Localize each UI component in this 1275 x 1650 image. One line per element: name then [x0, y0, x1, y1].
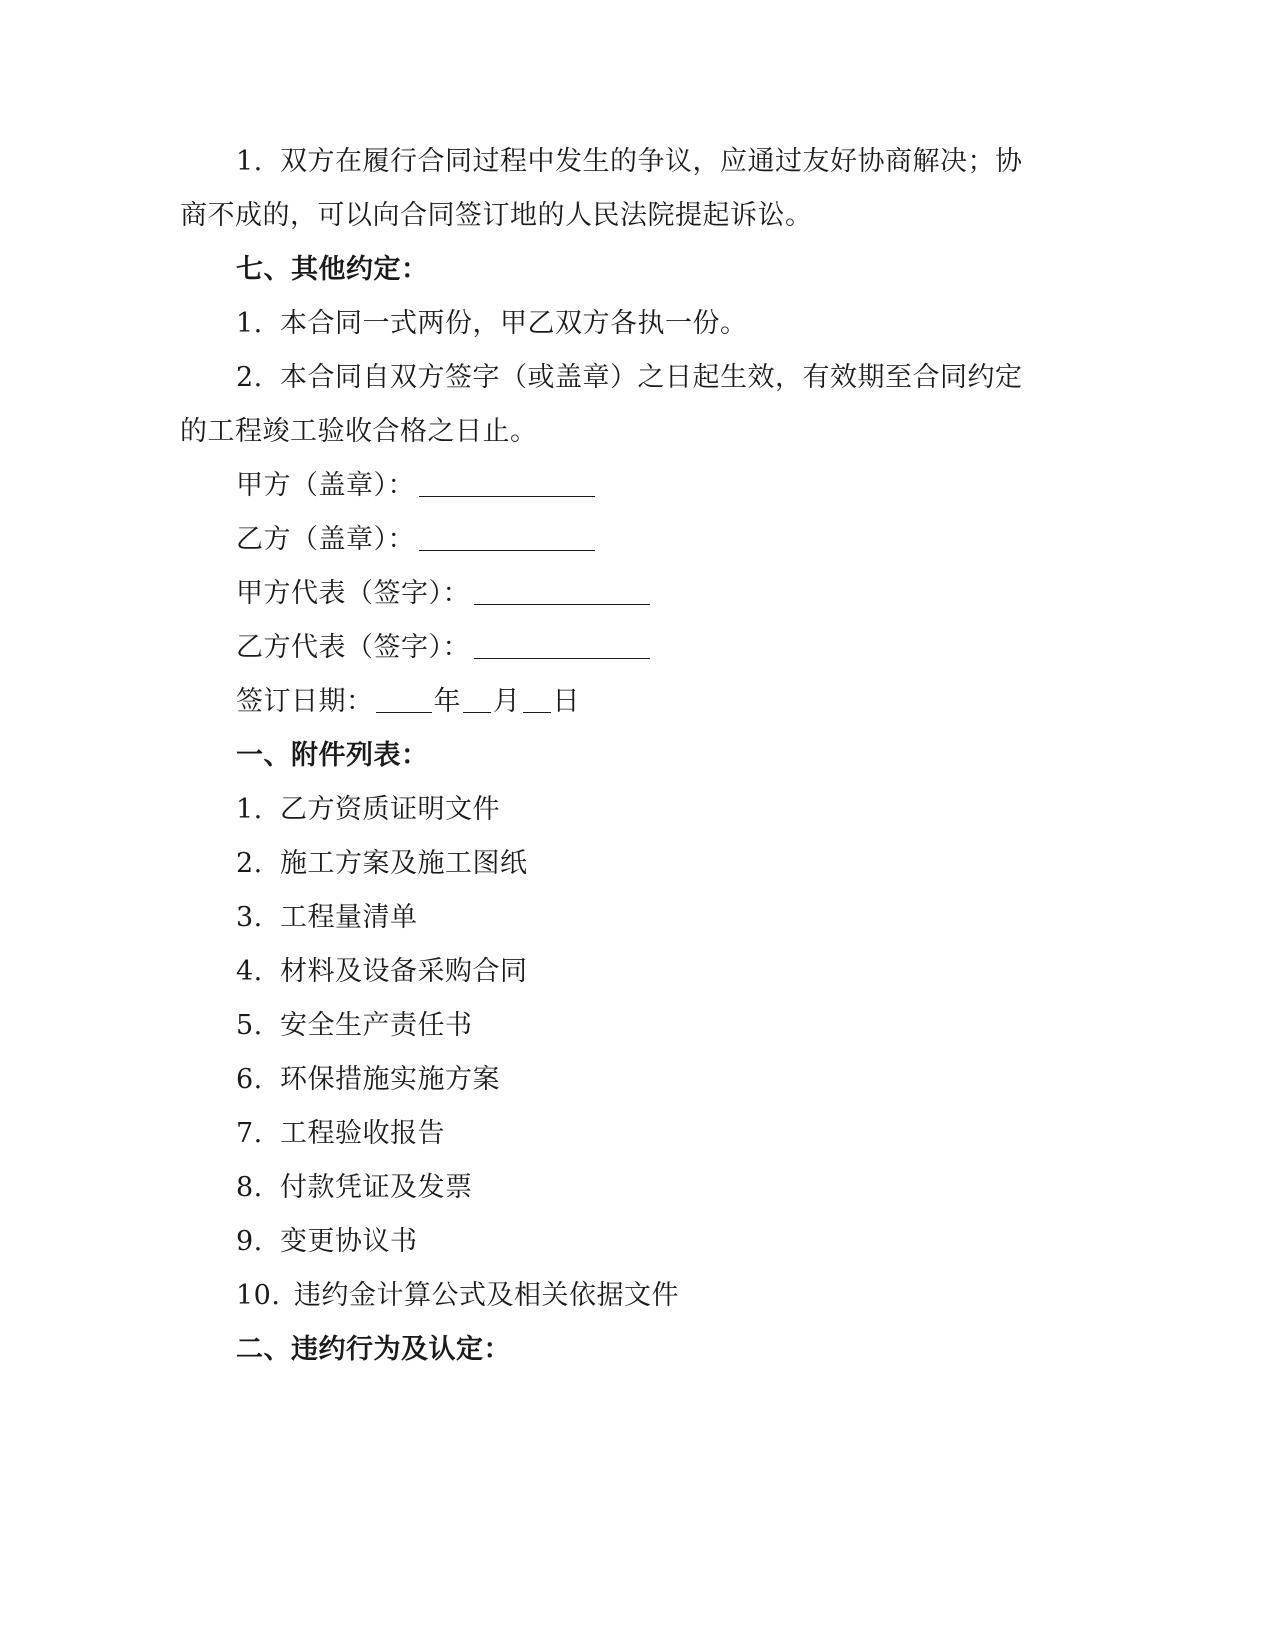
attachment-item [236, 1114, 445, 1154]
paragraph-text: 的工程竣工验收合格之日止。 [180, 416, 538, 447]
section-heading-other-terms: 七、其他约定： [236, 254, 429, 285]
attachment-item [236, 1006, 473, 1046]
list-number: 1. [236, 146, 263, 177]
paragraph-text: 商不成的，可以向合同签订地的人民法院提起诉讼。 [180, 200, 813, 231]
section-heading-attachments: 一、附件列表： [236, 740, 429, 771]
list-number: 1. [236, 308, 263, 339]
other-terms-item-1 [236, 304, 748, 344]
attachment-item [236, 790, 500, 830]
paragraph-text: 本合同一式两份，甲乙双方各执一份。 [280, 308, 748, 339]
list-item-text: 付款凭证及发票 [280, 1172, 473, 1203]
list-number: 6. [236, 1064, 263, 1095]
party-b-rep-line [236, 628, 650, 668]
list-item-text: 违约金计算公式及相关依据文件 [294, 1280, 679, 1311]
party-b-seal-line [236, 520, 595, 560]
party-b-seal-label: 乙方（盖章）： [236, 524, 415, 555]
list-number: 9. [236, 1226, 263, 1257]
list-item-text: 变更协议书 [280, 1226, 418, 1257]
signing-date-line [236, 682, 580, 722]
paragraph-text: 双方在履行合同过程中发生的争议，应通过友好协商解决；协 [280, 146, 1023, 177]
party-a-seal-line [236, 466, 595, 506]
day-label: 日 [552, 686, 580, 717]
party-a-rep-label: 甲方代表（签字）： [236, 578, 470, 609]
list-number: 10. [236, 1280, 281, 1311]
dispute-item-1-line-2 [180, 196, 813, 236]
list-item-text: 材料及设备采购合同 [280, 956, 528, 987]
list-item-text: 工程量清单 [280, 902, 418, 933]
other-terms-item-2-line-1 [236, 358, 1023, 398]
party-b-rep-label: 乙方代表（签字）： [236, 632, 470, 663]
paragraph-text: 本合同自双方签字（或盖章）之日起生效，有效期至合同约定 [280, 362, 1023, 393]
party-a-rep-line [236, 574, 650, 614]
list-item-text: 施工方案及施工图纸 [280, 848, 528, 879]
party-a-seal-blank[interactable] [419, 466, 595, 497]
signing-date-label: 签订日期： [236, 686, 374, 717]
list-number: 1. [236, 794, 263, 825]
list-item-text: 安全生产责任书 [280, 1010, 473, 1041]
party-b-rep-blank[interactable] [474, 628, 650, 659]
list-item-text: 工程验收报告 [280, 1118, 445, 1149]
attachment-item [236, 1168, 473, 1208]
party-a-rep-blank[interactable] [474, 574, 650, 605]
party-b-seal-blank[interactable] [419, 520, 595, 551]
list-item-text: 环保措施实施方案 [280, 1064, 500, 1095]
attachment-item [236, 1060, 500, 1100]
dispute-item-1-line-1 [236, 142, 1023, 182]
month-blank[interactable] [463, 682, 491, 713]
year-blank[interactable] [376, 682, 432, 713]
list-number: 7. [236, 1118, 263, 1149]
day-blank[interactable] [523, 682, 551, 713]
party-a-seal-label: 甲方（盖章）： [236, 470, 415, 501]
year-label: 年 [433, 686, 461, 717]
attachment-item [236, 1222, 418, 1262]
other-terms-item-2-line-2 [180, 412, 538, 452]
attachment-item [236, 898, 418, 938]
attachment-item [236, 952, 528, 992]
list-number: 2. [236, 362, 263, 393]
list-number: 8. [236, 1172, 263, 1203]
list-item-text: 乙方资质证明文件 [280, 794, 500, 825]
month-label: 月 [493, 686, 521, 717]
attachment-item [236, 1276, 679, 1316]
section-heading-breach: 二、违约行为及认定： [236, 1334, 511, 1365]
list-number: 2. [236, 848, 263, 879]
list-number: 5. [236, 1010, 263, 1041]
list-number: 4. [236, 956, 263, 987]
list-number: 3. [236, 902, 263, 933]
attachment-item [236, 844, 528, 884]
